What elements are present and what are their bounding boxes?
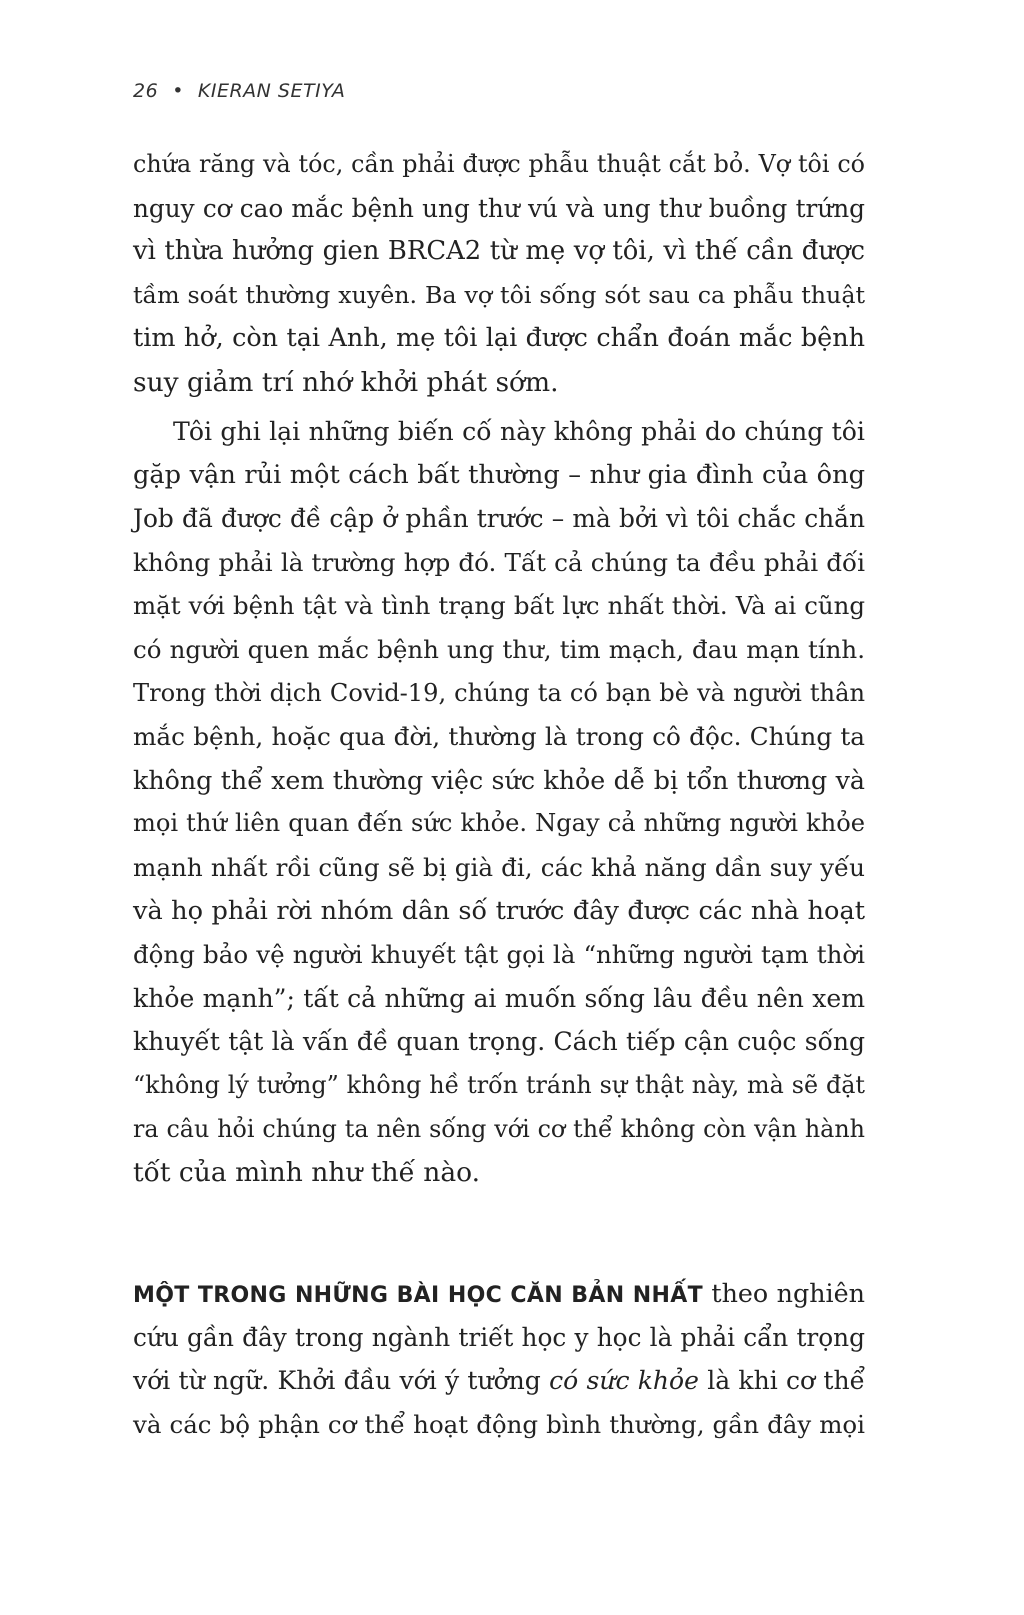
section-line-text: theo nghiên	[702, 1278, 865, 1308]
text-line: tầm soát thường xuyên. Ba vợ tôi sống sót sau ca phẫu thuật	[133, 280, 865, 309]
text-line	[133, 1359, 865, 1403]
text-line: mạnh nhất rồi cũng sẽ bị già đi, các khả năng dần suy yếu	[133, 852, 865, 882]
text-line: suy giảm trí nhớ khởi phát sớm.	[133, 366, 559, 398]
text-line	[133, 1272, 865, 1316]
text-line: ra câu hỏi chúng ta nên sống với cơ thể không còn vận hành	[133, 1114, 865, 1143]
text-line: Trong thời dịch Covid-19, chúng ta có bạn bè và người thân	[133, 678, 865, 707]
page-number: 26	[133, 80, 159, 102]
text-line: gặp vận rủi một cách bất thường – như gia đình của ông	[133, 459, 865, 490]
text-line: vì thừa hưởng gien BRCA2 từ mẹ vợ tôi, vì thế cần được	[133, 236, 865, 267]
section-lead-caps: MỘT TRONG NHỮNG BÀI HỌC CĂN BẢN NHẤT	[133, 1283, 703, 1308]
text-line: và họ phải rời nhóm dân số trước đây được các nhà hoạt	[133, 895, 865, 926]
running-head	[133, 80, 345, 102]
text-line: nguy cơ cao mắc bệnh ung thư vú và ung thư buồng trứng	[133, 193, 865, 223]
text-line: tốt của mình như thế nào.	[133, 1157, 481, 1189]
text-line: mặt với bệnh tật và tình trạng bất lực nhất thời. Và ai cũng	[133, 591, 865, 621]
text-line: Job đã được đề cập ở phần trước – mà bởi vì tôi chắc chắn	[133, 504, 865, 534]
section-line-text: với từ ngữ. Khởi đầu với ý tưởng	[133, 1366, 550, 1396]
text-line: cứu gần đây trong ngành triết học y học là phải cẩn trọng	[133, 1322, 865, 1352]
text-line: “không lý tưởng” không hề trốn tránh sự thật này, mà sẽ đặt	[133, 1070, 865, 1099]
section-line-text: là khi cơ thể	[698, 1366, 865, 1396]
text-line: khỏe mạnh”; tất cả những ai muốn sống lâu đều nên xem	[133, 983, 865, 1013]
author-name: KIERAN SETIYA	[197, 80, 346, 102]
text-line: có người quen mắc bệnh ung thư, tim mạch, đau mạn tính.	[133, 634, 865, 664]
text-line: tim hở, còn tại Anh, mẹ tôi lại được chẩn đoán mắc bệnh	[133, 323, 865, 354]
header-separator: •	[172, 80, 184, 102]
text-line: và các bộ phận cơ thể hoạt động bình thường, gần đây mọi	[133, 1409, 865, 1439]
text-line: mọi thứ liên quan đến sức khỏe. Ngay cả những người khỏe	[133, 809, 865, 838]
text-line: không phải là trường hợp đó. Tất cả chúng ta đều phải đối	[133, 547, 865, 577]
section-paragraph	[133, 1272, 865, 1446]
text-line: Tôi ghi lại những biến cố này không phải do chúng tôi	[173, 417, 865, 446]
text-line: động bảo vệ người khuyết tật gọi là “những người tạm thời	[133, 940, 865, 970]
text-line: chứa răng và tóc, cần phải được phẫu thuật cắt bỏ. Vợ tôi có	[133, 150, 865, 178]
text-line: mắc bệnh, hoặc qua đời, thường là trong cô độc. Chúng ta	[133, 722, 865, 752]
paragraph-2	[133, 410, 865, 1195]
text-line: không thể xem thường việc sức khỏe dễ bị tổn thương và	[133, 765, 865, 795]
paragraph-1	[133, 143, 865, 405]
text-line: khuyết tật là vấn đề quan trọng. Cách tiếp cận cuộc sống	[133, 1027, 865, 1057]
italic-term: có sức khỏe	[549, 1366, 699, 1396]
